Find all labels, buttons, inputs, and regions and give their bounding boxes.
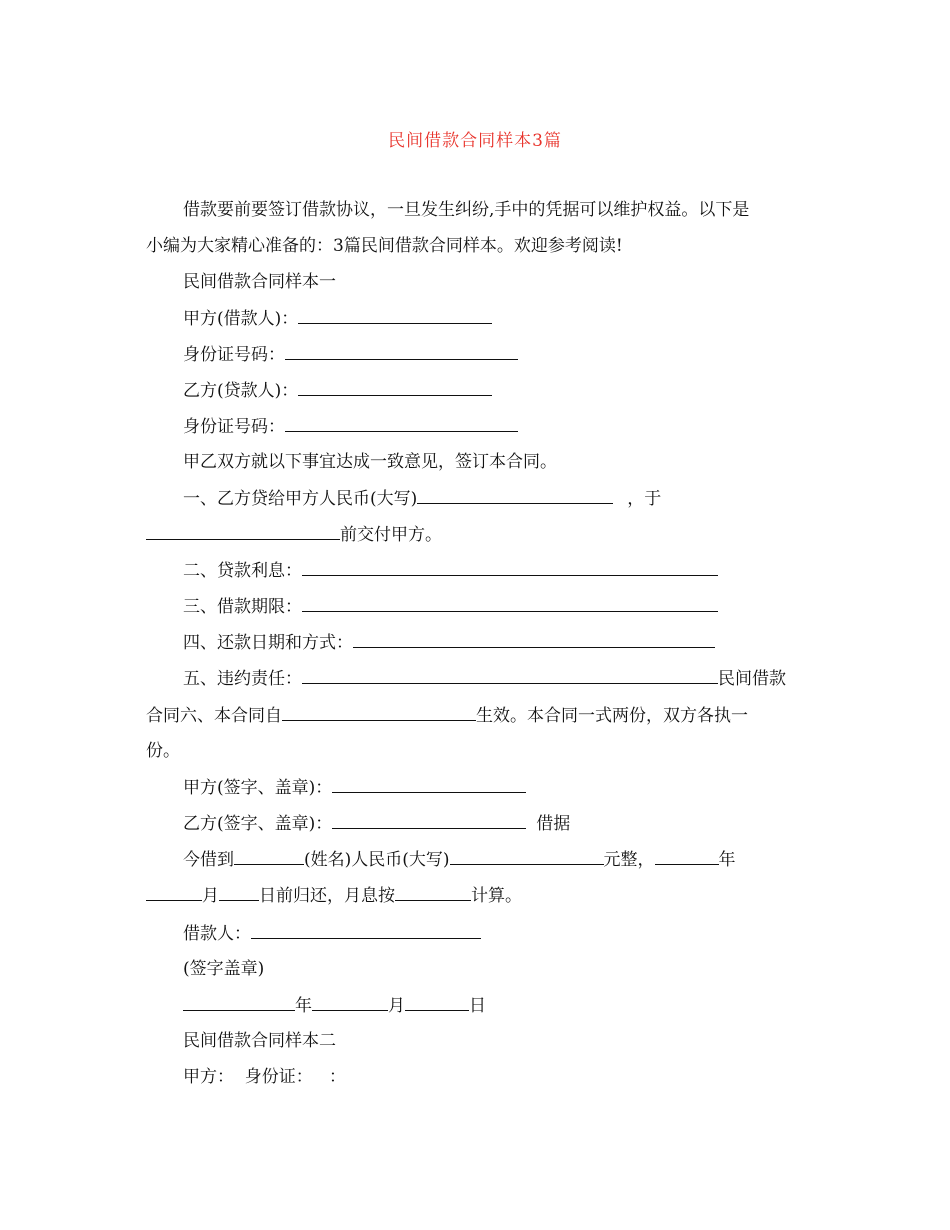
year-blank xyxy=(183,993,295,1011)
receipt-amount-blank xyxy=(450,847,604,865)
clause-one-cont: 前交付甲方。 xyxy=(146,522,442,546)
sample-two-heading: 民间借款合同样本二 xyxy=(183,1031,336,1051)
party-b-row: 乙方(贷款人)： xyxy=(183,378,492,402)
effective-date-blank xyxy=(282,703,476,721)
party-a-signature: 甲方(签字、盖章)： xyxy=(183,775,526,799)
delivery-date-blank xyxy=(146,522,340,540)
clause-five: 五、违约责任： 民间借款 xyxy=(183,666,786,690)
clause-six: 合同六、本合同自 生效。本合同一式两份，双方各执一 xyxy=(146,703,748,727)
seal-note: (签字盖章) xyxy=(183,959,265,979)
intro-paragraph: 借款要前要签订借款协议，一旦发生纠纷,手中的凭据可以维护权益。以下是 xyxy=(183,200,750,220)
clause-two: 二、贷款利息： xyxy=(183,558,718,582)
borrower-blank xyxy=(251,921,481,939)
party-b-id-blank xyxy=(285,414,518,432)
receipt-month-blank xyxy=(146,883,202,901)
party-a-blank xyxy=(298,306,492,324)
interest-rate-blank xyxy=(395,883,471,901)
intro-paragraph-cont: 小编为大家精心准备的：3篇民间借款合同样本。欢迎参考阅读! xyxy=(146,236,623,256)
party-a-sign-blank xyxy=(332,775,526,793)
party-b-id-row: 身份证号码： xyxy=(183,414,518,438)
receipt-heading: 借据 xyxy=(536,814,571,834)
document-title: 民间借款合同样本3篇 xyxy=(388,131,562,151)
sample-one-heading: 民间借款合同样本一 xyxy=(183,272,336,292)
party-a-row: 甲方(借款人)： xyxy=(183,306,492,330)
receipt-line-cont: 月 日前归还，月息按 计算。 xyxy=(146,883,522,907)
clause-six-cont: 份。 xyxy=(146,741,180,761)
receipt-year-blank xyxy=(655,847,719,865)
clause-three: 三、借款期限： xyxy=(183,594,718,618)
receipt-line: 今借到 (姓名)人民币(大写) 元整， 年 xyxy=(183,847,736,871)
repayment-blank xyxy=(353,630,715,648)
amount-blank xyxy=(417,486,613,504)
party-b-signature: 乙方(签字、盖章)： 借据 xyxy=(183,811,570,835)
party-a-id-blank xyxy=(285,342,518,360)
term-blank xyxy=(302,594,718,612)
clause-four: 四、还款日期和方式： xyxy=(183,630,715,654)
clause-one: 一、乙方贷给甲方人民币(大写) ，于 xyxy=(183,486,661,510)
sample-two-parties: 甲方： 身份证： ： xyxy=(183,1067,347,1087)
party-a-id-row: 身份证号码： xyxy=(183,342,518,366)
month-blank xyxy=(312,993,388,1011)
interest-blank xyxy=(302,558,718,576)
date-row: 年 月 日 xyxy=(183,993,486,1017)
name-blank xyxy=(234,847,304,865)
day-blank xyxy=(405,993,469,1011)
liability-blank xyxy=(302,666,718,684)
party-b-blank xyxy=(298,378,492,396)
party-b-sign-blank xyxy=(332,811,526,829)
receipt-day-blank xyxy=(219,883,259,901)
borrower-row: 借款人： xyxy=(183,921,481,945)
agreement-statement: 甲乙双方就以下事宜达成一致意见，签订本合同。 xyxy=(183,452,557,472)
